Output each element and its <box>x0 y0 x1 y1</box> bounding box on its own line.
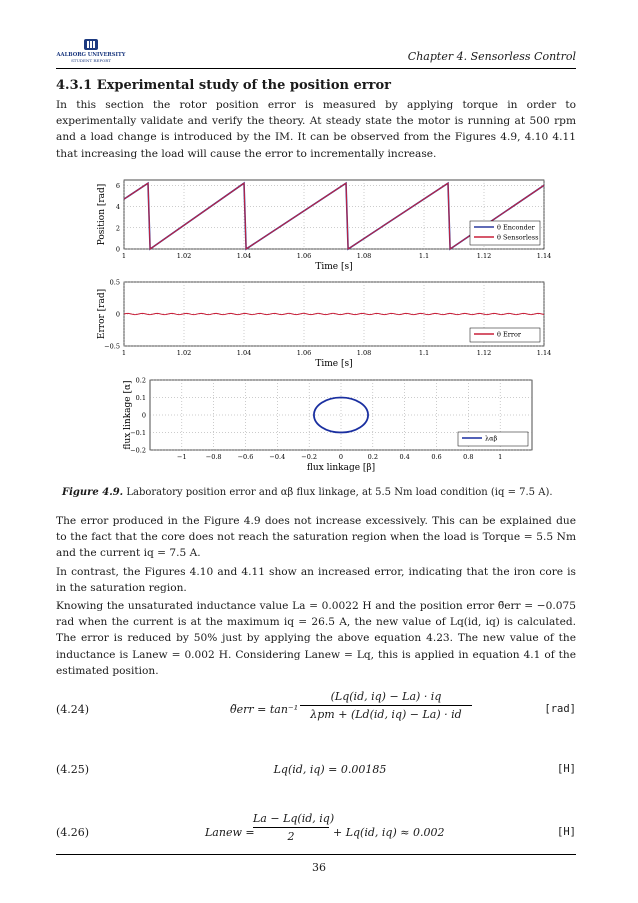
x-tick-label: 0.8 <box>463 453 474 461</box>
y-tick-label: 0 <box>115 310 120 319</box>
y-tick-label: −0.2 <box>130 446 146 455</box>
x-tick-label: 0.2 <box>367 453 379 461</box>
x-tick-label: 1 <box>121 252 127 260</box>
y-tick-label: 0.1 <box>135 394 146 402</box>
x-tick-label: 1.14 <box>536 349 552 357</box>
chapter-header: Chapter 4. Sensorless Control <box>407 50 576 63</box>
equation-unit-4-24: [rad] <box>544 703 576 715</box>
equation-4-25: Lq(id, iq) = 0.00185 <box>273 763 387 776</box>
logo-emblem <box>56 38 126 64</box>
y-tick-label: 0 <box>141 411 146 420</box>
x-tick-label: 1.02 <box>176 349 192 357</box>
x-tick-label: 0.6 <box>431 453 442 461</box>
y-tick-label: 2 <box>115 224 120 233</box>
y-tick-label: 0.5 <box>109 278 120 287</box>
x-tick-label: 1.08 <box>356 349 372 357</box>
x-tick-label: 1.04 <box>236 252 252 260</box>
x-tick-label: 1.06 <box>296 349 312 357</box>
flux-legend <box>458 432 528 446</box>
flux-y-label: flux linkage [α] <box>123 380 133 450</box>
y-tick-label: −0.1 <box>130 429 146 437</box>
x-tick-label: −0.8 <box>205 453 222 461</box>
logo-sub-text: STUDENT REPORT <box>71 58 111 63</box>
error-y-label: Error [rad] <box>97 288 107 340</box>
eq-4-24-numerator: (Lq(id, iq) − La) · iq <box>330 690 442 703</box>
flux-chart <box>123 377 532 474</box>
y-tick-label: 4 <box>115 203 120 212</box>
figure-4-9 <box>56 172 556 482</box>
legend-entry: θ Sensorless <box>497 233 539 242</box>
paragraph-error-discussion: The error produced in the Figure 4.9 does not increase excessively. This can be explained due to the fact that the core does not reach the saturation region when the load is Torque = 5.5 Nm and the current iq = 7.5 A. <box>56 515 576 560</box>
equation-unit-4-25: [H] <box>557 763 576 775</box>
x-tick-label: 1.12 <box>476 252 492 260</box>
paragraph-intro: In this section the rotor position error is measured by applying torque in order to experimentally validate and verify the theory. At steady state the motor is running at 500 rpm and a load change is introduced by the IM. It can be observed from the Figures 4.9, 4.10 4.11 that increasing the load will cause the error to incrementally increase. <box>56 99 576 160</box>
legend-entry: λαβ <box>485 434 498 443</box>
x-tick-label: −1 <box>177 453 187 461</box>
y-tick-label: 0.2 <box>135 376 146 385</box>
x-tick-label: 1.08 <box>356 252 372 260</box>
y-tick-label: 6 <box>115 181 120 190</box>
error-legend <box>470 328 540 342</box>
flux-x-label: flux linkage [β] <box>306 463 376 473</box>
caption-label: Figure 4.9. <box>62 487 124 498</box>
section-title: 4.3.1 Experimental study of the position error <box>56 78 391 93</box>
position-x-label: Time [s] <box>315 262 353 272</box>
x-tick-label: 1 <box>498 453 503 461</box>
paragraph-saturation: In contrast, the Figures 4.10 and 4.11 show an increased error, indicating that the iron core is in the saturation region. <box>56 566 576 595</box>
university-logo <box>56 38 126 64</box>
x-tick-label: 1.1 <box>418 349 430 357</box>
x-tick-label: 1 <box>121 349 127 357</box>
eq-4-26-numerator: La − Lq(id, iq) <box>253 812 335 825</box>
legend-entry: θ Enconder <box>497 223 535 232</box>
x-tick-label: 1.1 <box>418 252 430 260</box>
legend-entry: θ Error <box>497 330 521 339</box>
caption-text: Laboratory position error and αβ flux linkage, at 5.5 Nm load condition (iq = 7.5 A). <box>123 487 553 498</box>
error-x-label: Time [s] <box>315 359 353 369</box>
x-tick-label: 1.06 <box>296 252 312 260</box>
eq-4-26-lhs: Lanew = <box>205 826 255 839</box>
x-tick-label: 1.02 <box>176 252 192 260</box>
position-legend <box>470 221 540 245</box>
eq-4-24-denominator: λpm + (Ld(id, iq) − La) · id <box>310 708 462 721</box>
eq-4-24-lhs: θ̃err = tan⁻¹ <box>230 703 299 716</box>
x-tick-label: 1.12 <box>476 349 492 357</box>
x-tick-label: 0.4 <box>399 453 410 461</box>
eq-4-24-fraction-bar <box>300 705 472 706</box>
logo-main-text: AALBORG UNIVERSITY <box>56 52 126 58</box>
error-chart <box>97 279 551 370</box>
x-tick-label: 0 <box>338 453 344 461</box>
paragraph-inductance: Knowing the unsaturated inductance value La = 0.0022 H and the position error θ̃err = −0.075 rad when the current is at the maximum iq = 26.5 A, the new value of Lq(id, iq) is calculated. The error is reduced by 50% just by applying the above equation 4.23. The new value of the inductance is Lanew = 0.002 H. Considering Lanew = Lq, this is applied in equation 4.1 of the estimated position. <box>56 600 576 677</box>
x-tick-label: −0.6 <box>237 453 254 461</box>
eq-4-26-denominator: 2 <box>287 830 295 843</box>
eq-4-26-rhs: + Lq(id, iq) ≈ 0.002 <box>333 826 445 839</box>
equation-unit-4-26: [H] <box>557 826 576 838</box>
header-divider <box>56 68 576 69</box>
position-y-label: Position [rad] <box>97 183 107 246</box>
x-tick-label: −0.2 <box>301 453 318 461</box>
x-tick-label: 1.14 <box>536 252 552 260</box>
equation-number-4-26: (4.26) <box>56 826 90 839</box>
position-chart <box>97 180 551 272</box>
eq-4-26-fraction-bar <box>253 827 329 828</box>
footer-divider <box>56 854 576 855</box>
equation-number-4-24: (4.24) <box>56 703 90 716</box>
figure-caption <box>62 487 582 498</box>
x-tick-label: −0.4 <box>269 453 286 461</box>
x-tick-label: 1.04 <box>236 349 252 357</box>
y-tick-label: −0.5 <box>104 342 120 351</box>
page-number: 36 <box>312 861 326 874</box>
equation-number-4-25: (4.25) <box>56 763 90 776</box>
y-tick-label: 0 <box>115 245 120 254</box>
